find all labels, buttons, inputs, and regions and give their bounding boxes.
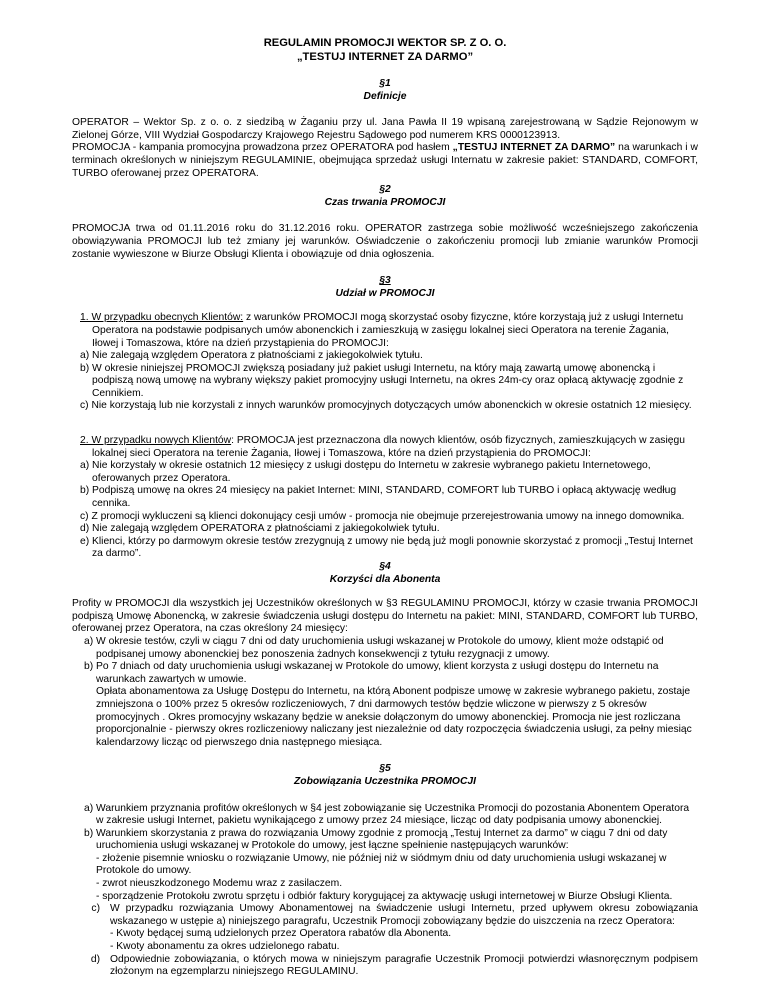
list-item: - zwrot nieuszkodzonego Modemu wraz z zasilaczem. [96,878,343,890]
section-5-item-d [72,954,698,979]
list-item: c) Z promocji wykluczeni są klienci dokonujący cesji umów - promocja nie obejmuje przerejestrowania umowy na innego domownika. [80,510,685,522]
section-1-paragraph-promocja: PROMOCJA - kampania promocyjna prowadzona przez OPERATORA pod hasłem „TESTUJ INTERNET ZA DARMO” na warunkach i w terminach określonych w niniejszym REGULAMINIE, obejmująca sprzedaż usługi Internatu w zakresie pakiet: STANDARD, COMFORT, TURBO oferowanej przez OPERATORA. [72,142,698,179]
item-text: Odpowiednie zobowiązania, o których mowa w niniejszym paragrafie Uczestnik Promocji potwierdzi własnoręcznym podpisem złożonym na egzemplarzu niniejszego REGULAMINU. [110,953,698,978]
list-item: a) Nie korzystały w okresie ostatnich 12 miesięcy z usługi dostępu do Internetu w zakresie wybranego pakietu Internetowego, oferowanych przez Operatora. [80,460,651,484]
section-5-title: Zobowiązania Uczestnika PROMOCJI [294,775,476,787]
item-label: c) [91,903,100,915]
section-4-paragraph: Profity w PROMOCJI dla wszystkich jej Uczestników określonych w §3 REGULAMINU PROMOCJI, którzy w czasie trwania PROMOCJI podpiszą Umowę Abonencką, w zakresie świadczenia usługi dostępu do Internetu na pakiet: MINI, STANDARD, COMFORT lub TURBO, oferowanej przez Operatora, na czas określony 24 miesięcy: [72,598,698,635]
document-page [72,36,698,979]
list-item: d) Nie zalegają względem OPERATORA z płatnościami z jakiegokolwiek tytułu. [80,523,440,535]
list-item: - sporządzenie Protokołu zwrotu sprzętu i odbiór faktury korygującej za aktywację usługi internetowej w Biurze Obsługi Klienta. [96,890,673,902]
list-item: b) W okresie niniejszej PROMOCJI zwiększą posiadany już pakiet usługi Internetu, na który mają zawartą umowę abonencką i podpiszą nową umowę na wybrany większy pakiet promocyjny usługi Internetu, na okres 24m-cy oraz opłacą aktywację zgodnie z Cennikiem. [80,362,684,399]
section-5-item-a: a) Warunkiem przyznania profitów określonych w §4 jest zobowiązanie się Uczestnika Promocji do pozostania Abonentem Operatora w zakresie usługi Internet, pakietu wynikającego z umowy przez 24 miesiące, licząc od daty podpisania umowy abonenckiej. [84,802,690,827]
document-title-line1: REGULAMIN PROMOCJI WEKTOR SP. Z O. O. [263,37,507,49]
list-item: c) Nie korzystają lub nie korzystali z innych warunków promocyjnych dotyczących umów abonenckich w okresie ostatnich 12 miesięcy. [80,400,692,412]
list-item: - Kwoty abonamentu za okres udzielonego rabatu. [110,941,340,953]
section-5-item-b: b) Warunkiem skorzystania z prawa do rozwiązania Umowy zgodnie z promocją „Testuj Internet za darmo” w ciągu 7 dni od daty uruchomienia usługi wskazanej w Protokole do umowy, jest łączne spełnienie następujących warunków: [84,827,668,852]
list-item: b) Po 7 dniach od daty uruchomienia usługi wskazanej w Protokole do umowy, klient korzysta z usługi dostępu do Internetu na warunkach zawartych w umowie. [84,661,659,685]
section-3-existing-clients: 1. W przypadku obecnych Klientów: z warunków PROMOCJI mogą skorzystać osoby fizyczne, które korzystają już z usługi Internetu Operatora na podstawie podpisanych umów abonenckich i zamieszkują w zasięgu lokalnej sieci Operatora na terenie Żagania, Iłowej i Tomaszowa, które na dzień przystąpienia do PROMOCJI: [80,312,684,349]
section-4-title: Korzyści dla Abonenta [329,573,441,585]
list-item: a) Nie zalegają względem Operatora z płatnościami z jakiegokolwiek tytułu. [80,350,423,362]
section-3-new-clients-list [72,460,698,561]
section-5-item-c [72,903,698,953]
list-item: - Kwoty będącej sumą udzielonych przez Operatora rabatów dla Abonenta. [110,928,452,940]
section-3-new-clients: 2. W przypadku nowych Klientów: PROMOCJA jest przeznaczona dla nowych klientów, osób fizycznych, zamieszkujących w zasięgu lokalnej sieci Operatora na terenie Żagania, Iłowej i Tomaszowa, które na dzień przystąpienia do PROMOCJI: [80,435,685,459]
section-3-title: Udział w PROMOCJI [335,287,435,299]
section-1-title: Definicje [363,90,407,102]
section-1-number: §1 [379,78,391,89]
section-4-fee-paragraph: Opłata abonamentowa za Usługę Dostępu do Internetu, na którą Abonent podpisze umowę w zakresie wybranego pakietu, zostaje zmniejszona o 100% przez 5 okresów rozliczeniowych, 7 dni darmowych testów będzie wliczone w pierwszy z 5 okresów promocyjnych . Okres promocyjny wskazany będzie w aneksie dołączonym do umowy abonenckiej. Promocja nie jest rozliczana proporcjonalnie - pierwszy okres rozliczeniowy naliczany jest niezależnie od daty rozpoczęcia świadczenia usługi, za pełny miesiąc kalendarzowy licząc od pierwszego dnia następnego miesiąca. [96,686,692,748]
section-5-number: §5 [379,763,391,775]
list-item: a) W okresie testów, czyli w ciągu 7 dni od daty uruchomienia usługi wskazanej w Protokole do umowy, klient może odstąpić od podpisanej umowy abonenckiej bez ponoszenia żadnych konsekwencji z tytułu rezygnacji z umowy. [84,635,664,660]
section-4-number: §4 [379,561,391,572]
document-title-line2: „TESTUJ INTERNET ZA DARMO” [296,51,474,63]
list-item: b) Podpiszą umowę na okres 24 miesięcy na pakiet Internet: MINI, STANDARD, COMFORT lub TURBO i opłacą aktywację według cennika. [80,485,677,510]
section-3-existing-clients-list [72,350,698,413]
section-1-paragraph-operator: OPERATOR – Wektor Sp. z o. o. z siedzibą w Żaganiu przy ul. Jana Pawła II 19 wpisaną zarejestrowaną w Sądzie Rejonowym w Zielonej Górze, VIII Wydział Gospodarczy Krajowego Rejestru Sądowego pod numerem KRS 0000123913. [72,117,698,141]
section-5-item-b-list [72,853,698,903]
section-2-number: §2 [379,184,391,196]
section-3-number: §3 [379,275,391,287]
section-4-list [72,636,698,686]
section-2-paragraph: PROMOCJA trwa od 01.11.2016 roku do 31.12.2016 roku. OPERATOR zastrzega sobie możliwość wcześniejszego zakończenia obowiązywania PROMOCJI lub też zmiany jej warunków. Oświadczenie o zakończeniu promocji lub zmianie warunków Promocji zostanie wywieszone w Biurze Obsługi Klienta i obowiązuje od dnia ogłoszenia. [72,223,698,260]
item-label: d) [90,953,100,965]
section-2-title: Czas trwania PROMOCJI [324,196,446,208]
item-text: W przypadku rozwiązania Umowy Abonamentowej na świadczenie usługi Internetu, przed upływem okresu zobowiązania wskazanego w ustępie a) niniejszego paragrafu, Uczestnik Promocji zobowiązany będzie do uiszczenia na rzecz Operatora: [110,903,698,927]
list-item: - złożenie pisemnie wniosku o rozwiązanie Umowy, nie później niż w siódmym dniu od daty uruchomienia usługi wskazanej w Protokole do umowy. [96,852,667,877]
list-item: e) Klienci, którzy po darmowym okresie testów zrezygnują z umowy nie będą już mogli ponownie skorzystać z promocji „Testuj Internet za darmo”. [80,535,693,560]
